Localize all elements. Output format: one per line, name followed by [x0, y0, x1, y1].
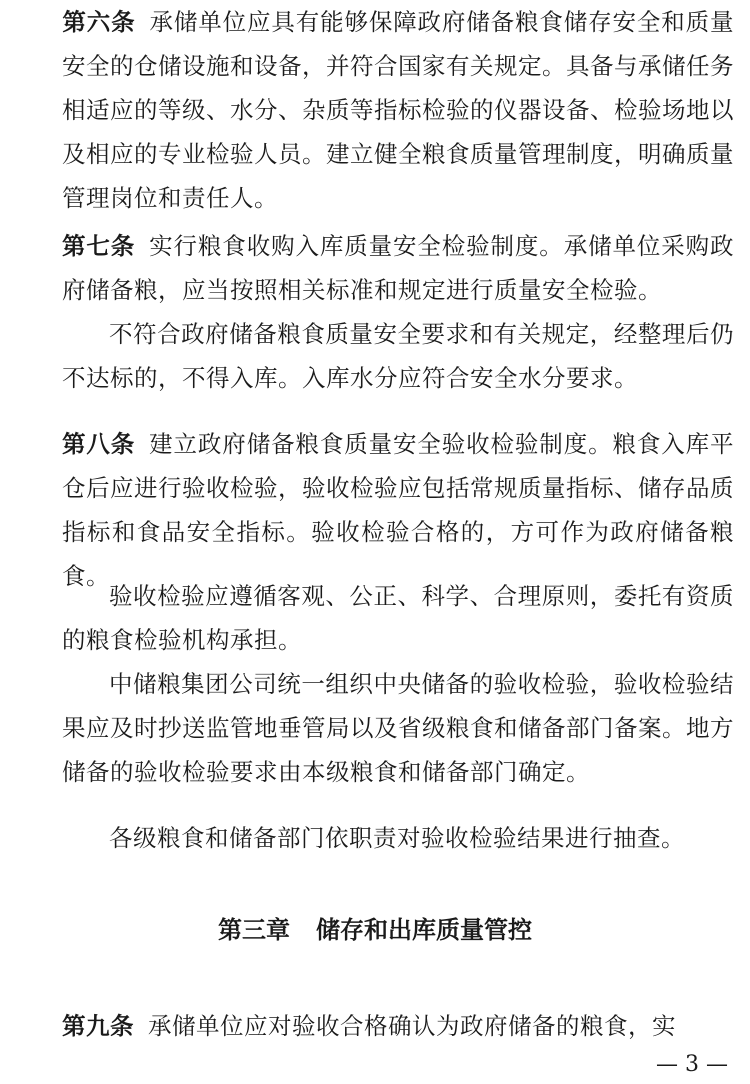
article-number: 第六条 [62, 8, 136, 36]
paragraph-8-2 [62, 574, 734, 662]
paragraph-article-7 [62, 224, 734, 312]
chapter-number: 第三章 [218, 916, 290, 944]
article-number: 第八条 [62, 430, 136, 458]
paragraph-article-8 [62, 422, 734, 598]
chapter-heading [0, 908, 750, 952]
article-number: 第七条 [62, 232, 136, 260]
paragraph-text: 各级粮食和储备部门依职责对验收检验结果进行抽查。 [109, 824, 685, 852]
chapter-title: 储存和出库质量管控 [316, 916, 532, 944]
paragraph-text: 承储单位应对验收合格确认为政府储备的粮食，实 [148, 1012, 676, 1040]
paragraph-8-4 [62, 816, 734, 860]
paragraph-text: 不符合政府储备粮食质量安全要求和有关规定，经整理后仍不达标的，不得入库。入库水分应符合安全水分要求。 [62, 320, 734, 392]
paragraph-text: 验收检验应遵循客观、公正、科学、合理原则，委托有资质的粮食检验机构承担。 [62, 582, 734, 654]
article-number: 第九条 [62, 1012, 134, 1040]
paragraph-8-3 [62, 662, 734, 794]
paragraph-text: 中储粮集团公司统一组织中央储备的验收检验，验收检验结果应及时抄送监管地垂管局以及省级粮食和储备部门备案。地方储备的验收检验要求由本级粮食和储备部门确定。 [62, 670, 734, 786]
paragraph-article-6 [62, 0, 734, 220]
paragraph-7-2 [62, 312, 734, 400]
paragraph-text: 实行粮食收购入库质量安全检验制度。承储单位采购政府储备粮，应当按照相关标准和规定进行质量安全检验。 [62, 232, 735, 304]
page-number: — 3 — [656, 1052, 728, 1077]
paragraph-article-9 [62, 1004, 734, 1048]
paragraph-text: 承储单位应具有能够保障政府储备粮食储存安全和质量安全的仓储设施和设备，并符合国家有关规定。具备与承储任务相适应的等级、水分、杂质等指标检验的仪器设备、检验场地以及相应的专业检验人员。建立健全粮食质量管理制度，明确质量管理岗位和责任人。 [62, 8, 735, 212]
paragraph-text: 建立政府储备粮食质量安全验收检验制度。粮食入库平仓后应进行验收检验，验收检验应包括常规质量指标、储存品质指标和食品安全指标。验收检验合格的，方可作为政府储备粮食。 [62, 430, 735, 590]
